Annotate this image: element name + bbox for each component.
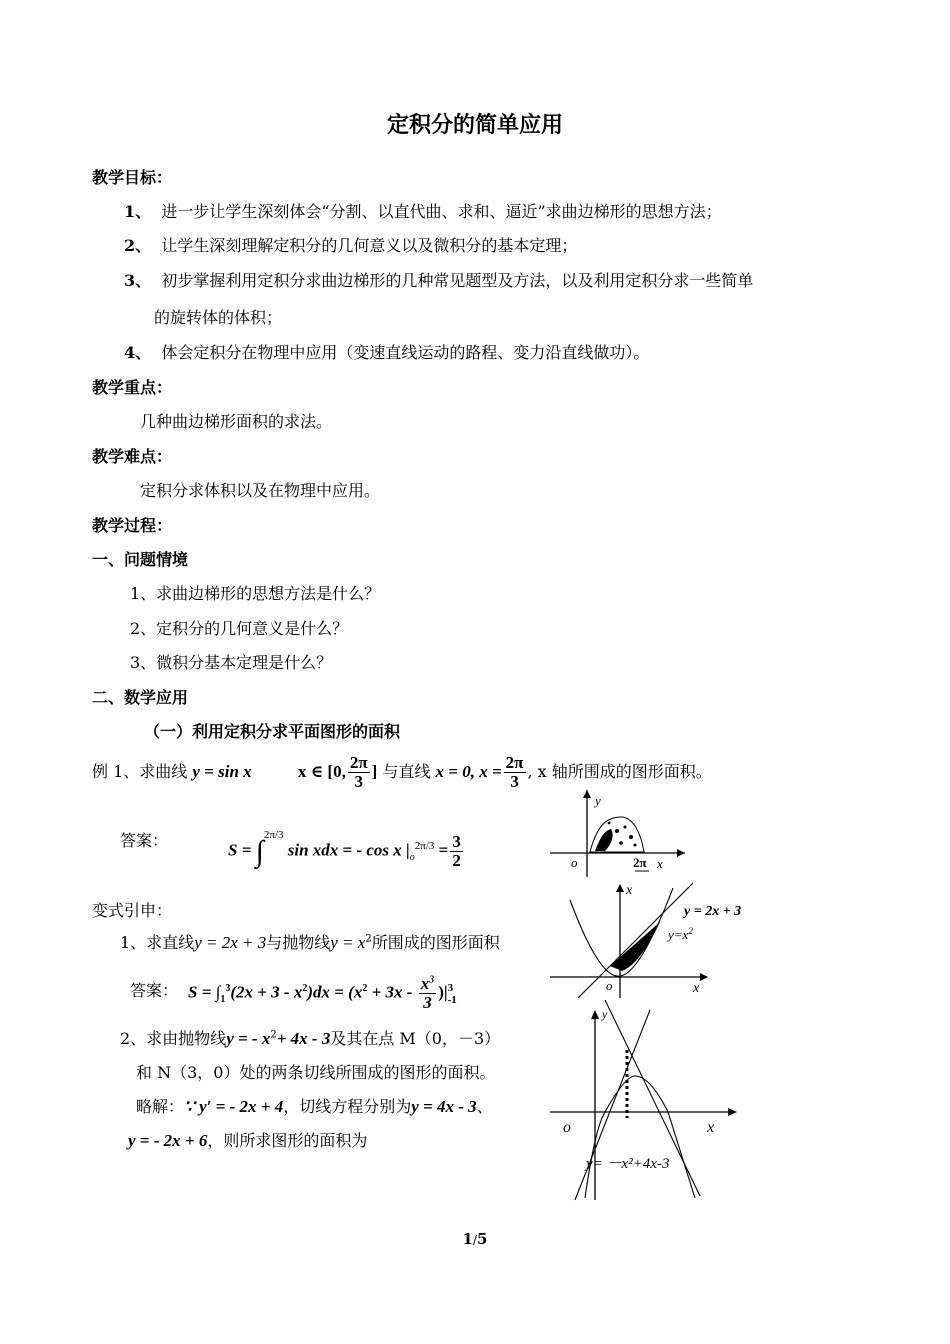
example1-domain-b: ] [371, 762, 378, 781]
a1-frac-num: x [420, 974, 430, 994]
integral-sign: ∫ [255, 834, 264, 868]
example1-answer-label: 答案： [120, 831, 169, 850]
q2-suffix: 及其在点 M（0，－3） [330, 1029, 501, 1048]
objective-num: 3、 [124, 271, 152, 290]
objective-text: 进一步让学生深刻体会“分割、以直代曲、求和、逼近”求曲边梯形的思想方法； [161, 202, 722, 221]
variant-q2-cont: 和 N（3，0）处的两条切线所围成的图形的面积。 [136, 1063, 496, 1082]
example1-lines: x = 0, x = [435, 762, 502, 781]
a1-frac-den: 3 [423, 993, 432, 1013]
a1-tail: + 3x - [371, 982, 413, 1002]
objective-3-cont: 的旋转体的体积； [154, 308, 283, 327]
fig2-x: x [693, 981, 700, 996]
answer-den: 2 [452, 851, 461, 871]
objective-num: 2、 [124, 236, 152, 255]
sol-deriv: ∵ y′ = - 2x + 4 [184, 1097, 284, 1116]
q1-mid: 与抛物线 [266, 933, 331, 952]
sol-label: 略解： [136, 1097, 185, 1116]
example1-curve: y = sin x [192, 762, 252, 781]
section2-heading: 二、数学应用 [92, 688, 189, 707]
a1-lower: 1 [220, 994, 226, 1006]
figure-sine [545, 785, 695, 880]
upper-den: 3 [278, 828, 284, 841]
fig3-y: y [602, 1007, 608, 1021]
sol-sep: 、 [476, 1097, 493, 1116]
objectives-heading: 教学目标： [92, 168, 173, 187]
fig1-o: o [571, 855, 578, 870]
objective-text: 初步掌握利用定积分求曲边梯形的几种常见题型及方法，以及利用定积分求一些简单 [161, 271, 754, 290]
fig1-2pi: 2π [633, 855, 647, 870]
q2-parab: y = - x [226, 1029, 271, 1048]
key-point-heading: 教学重点： [92, 378, 173, 397]
a1-body: (2x + 3 - x [230, 982, 303, 1002]
sol-mid: ，切线方程分别为 [283, 1097, 412, 1116]
page-total: 5 [477, 1230, 488, 1248]
section1-heading: 一、问题情境 [92, 550, 189, 569]
sol-end: ，则所求图形的面积为 [207, 1131, 368, 1150]
fig2-parab-text: y=x [668, 927, 689, 942]
example1-prefix: 例 1、求曲线 [92, 762, 188, 781]
upper-num: 2π [414, 840, 426, 852]
key-point-text: 几种曲边梯形面积的求法。 [140, 412, 333, 431]
frac-den: 3 [510, 772, 519, 791]
page-title: 定积分的简单应用 [386, 113, 563, 138]
answer-lower: o [409, 852, 415, 864]
process-heading: 教学过程： [92, 516, 173, 535]
q1-suffix: 所围成的图形面积 [371, 933, 500, 952]
figure-tangents [550, 1000, 750, 1205]
a1-lim-up: 3 [447, 981, 454, 994]
integral-upper: 2π/3 [263, 828, 284, 841]
fig1-y: y [595, 793, 601, 808]
frac-num: 2π [505, 753, 524, 773]
frac-num: 2π [349, 753, 368, 773]
sol-t2: y = - 2x + 6 [128, 1131, 208, 1150]
fig2-o: o [606, 978, 613, 993]
fig2-x-top: x [626, 883, 633, 898]
difficulty-heading: 教学难点： [92, 447, 173, 466]
question-3: 3、微积分基本定理是什么？ [130, 653, 333, 672]
q2-prefix: 2、求由抛物线 [120, 1029, 227, 1048]
fig3-curve-label: y= －x²+4x-3 [586, 1156, 670, 1172]
upper-num: 2π [263, 828, 275, 841]
a1-dx: )dx = (x [307, 982, 363, 1002]
q1-parab: y = x [330, 933, 366, 952]
fig2-line-label: y = 2x + 3 [684, 904, 742, 919]
upper-den: 3 [428, 840, 435, 852]
objective-2 [124, 233, 577, 256]
objective-text: 让学生深刻理解定积分的几何意义以及微积分的基本定理； [161, 236, 578, 255]
answer-eq: = [438, 840, 449, 860]
objective-num: 1、 [124, 202, 152, 221]
a1-end: )| [438, 982, 448, 1002]
answer-s: S = [228, 840, 252, 860]
page-number [0, 1230, 950, 1248]
q2-parab2: + 4x - 3 [276, 1029, 331, 1048]
a1-s: S = ∫ [188, 982, 221, 1002]
question-1: 1、求曲边梯形的思想方法是什么？ [130, 584, 381, 603]
example1-answer [228, 826, 465, 878]
variant-heading: 变式引申： [92, 901, 173, 920]
fig2-parab-label: $y=x^2$ [668, 926, 693, 942]
question-2: 2、定积分的几何意义是什么？ [130, 619, 349, 638]
variant-solution-cont [128, 1128, 367, 1151]
page-sep: / [472, 1233, 478, 1247]
sol-t1: y = 4x - 3 [411, 1097, 477, 1116]
q1-prefix: 1、求直线 [120, 933, 195, 952]
objective-num: 4、 [124, 343, 152, 362]
example1-domain-a: x ∈ [0, [297, 762, 346, 781]
q1-line: y = 2x + 3 [194, 933, 267, 952]
variant-q2: 2、求由抛物线y = - $x^2+ 4x - 3$及其在点 M（0，－3） [120, 1029, 501, 1048]
answer-integrand: sin xdx = - cos x | [287, 840, 410, 860]
variant-a1-label: 答案： [130, 981, 179, 1000]
variant-solution [136, 1094, 493, 1117]
answer-upper: 2π/3 [414, 840, 435, 852]
objective-4 [124, 340, 649, 363]
difficulty-text: 定积分求体积以及在物理中应用。 [140, 481, 381, 500]
page-current: 1 [462, 1230, 473, 1248]
frac-den: 3 [354, 772, 363, 791]
objective-3 [124, 268, 753, 291]
example1-mid: 与直线 [382, 762, 431, 781]
subsection-heading: （一）利用定积分求平面图形的面积 [144, 722, 401, 741]
objective-1 [124, 199, 722, 222]
a1-lim-low: -1 [447, 993, 457, 1006]
fig1-x: x [657, 856, 663, 871]
answer-num: 3 [452, 832, 461, 852]
fig3-o: o [563, 1119, 571, 1136]
a1-upper: 3 [225, 983, 231, 994]
variant-q1: 1、求直线y = 2x + 3与抛物线$y = x^2$所围成的图形面积 [120, 933, 500, 952]
fig3-x: x [707, 1119, 715, 1136]
example1-suffix: , x 轴所围成的图形面积。 [527, 762, 712, 781]
variant-a1-expr: $S = \int_1^3(2x + 3 - x^2)dx = (x^2 + 3x$ - $\frac{x^3}{3}$ )| 3 -1 [188, 974, 457, 1013]
figure-parabola-line [548, 880, 763, 998]
objective-text: 体会定积分在物理中应用（变速直线运动的路程、变力沿直线做功）。 [161, 343, 650, 362]
